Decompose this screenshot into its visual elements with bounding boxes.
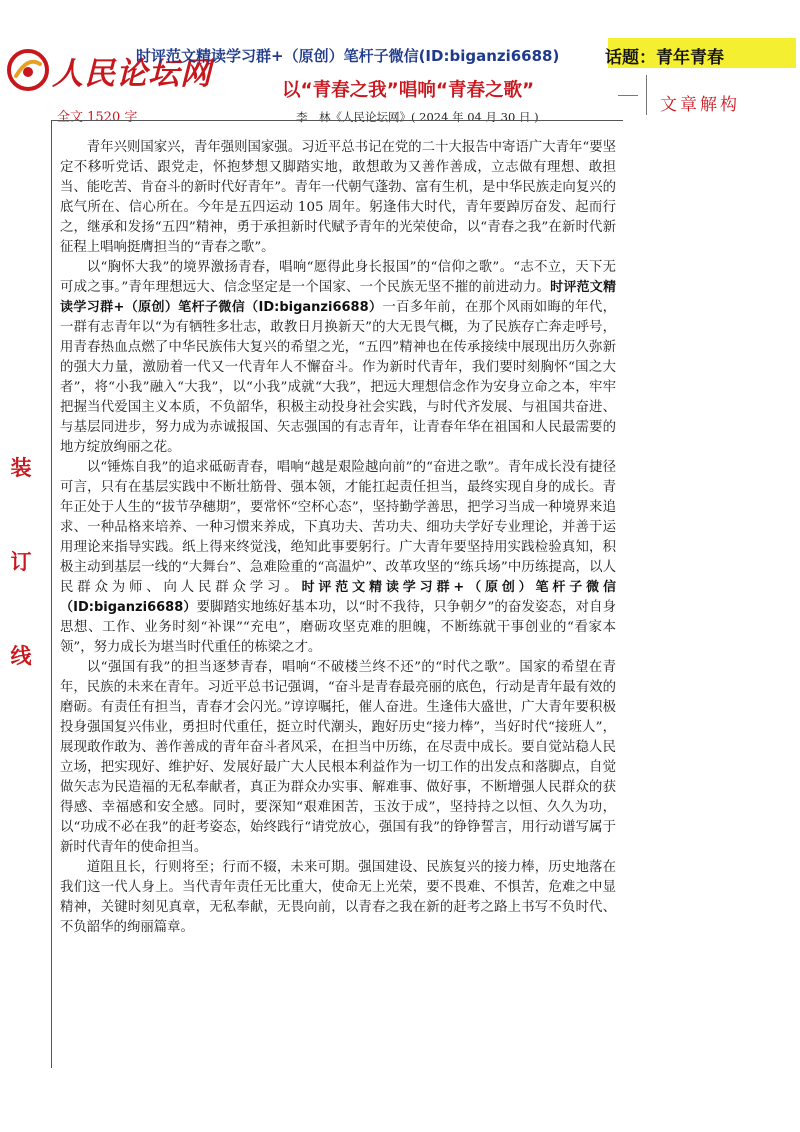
paragraph-text: 以“强国有我”的担当逐梦青春，唱响“不破楼兰终不还”的“时代之歌”。国家的希望在青年，民族的未来在青年。习近平总书记强调，“奋斗是青春最亮丽的底色，行动是青年最有效的磨砺。有责任有担当，青春才会闪光。”谆谆嘱托，催人奋进。生逢伟大盛世，广大青年要积极投身强国复兴伟业，勇担时代重任，挺立时代潮头，跑好历史“接力棒”，当好时代“接班人”，展现敢作敢为、善作善成的青年奋斗者风采，在担当中历练，在尽责中成长。要自觉站稳人民立场，把实现好、维护好、发展好最广大人民根本利益作为一切工作的出发点和落脚点，自觉做矢志为民造福的无私奉献者，真正为群众办实事、解难事、做好事，不断增强人民群众的获得感、幸福感和安全感。同时，要深知“艰难困苦，玉汝于成”，坚持持之以恒、久久为功，以“功成不必在我”的赶考姿态，始终践行“请党放心，强国有我”的铮铮誓言，用行动谱写属于新时代青年的使命担当。 (60, 660, 616, 855)
topic-label: 话题：青年青春 (605, 48, 724, 68)
frame-left-rule (51, 120, 52, 1068)
word-count: 全文 1520 字 (57, 110, 138, 125)
binding-mark: 订 (10, 549, 32, 574)
renminluntan-logo-icon (6, 48, 50, 92)
structure-label: 文章解构 (660, 95, 740, 115)
paragraph-text: 道阻且长，行则将至；行而不辍，未来可期。强国建设、民族复兴的接力棒，历史地落在我们这一代人身上。当代青年责任无比重大，使命无上光荣，要不畏难、不惧苦，危难之中显精神，关键时刻见真章，无私奉献，无畏向前，以青春之我在新的赶考之路上书写不负时代、不负韶华的绚丽篇章。 (60, 860, 616, 935)
paragraph (60, 458, 616, 658)
binding-mark: 装 (10, 455, 32, 480)
divider (618, 95, 638, 96)
article-title: 以“青春之我”唱响“青春之歌” (282, 80, 535, 101)
article-body (60, 138, 616, 938)
logo-text: 人民论坛网 (52, 55, 212, 92)
divider (646, 75, 647, 115)
header-promo: 时评范文精读学习群+（原创）笔杆子微信(ID:biganzi6688) (136, 47, 560, 65)
paragraph-text: 一百多年前，在那个风雨如晦的年代，一群有志青年以“为有牺牲多壮志，敢教日月换新天”的大无畏气概，为了民族存亡奔走呼号，用青春热血点燃了中华民族伟大复兴的希望之光，“五四”精神也在传承接续中展现出历久弥新的强大力量，激励着一代又一代青年人不懈奋斗。作为新时代青年，我们要时刻胸怀“国之大者”，将“小我”融入“大我”，以“小我”成就“大我”，把远大理想信念作为安身立命之本，牢牢把握当代爱国主义本质，不负韶华，积极主动投身社会实践，与时代齐发展、与祖国共奋进、与基层同进步，努力成为赤诚报国、矢志强国的有志青年，让青春年华在祖国和人民最需要的地方绽放绚丽之花。 (60, 300, 616, 455)
paragraph (60, 138, 616, 258)
paragraph (60, 258, 616, 458)
paragraph-text: 青年兴则国家兴，青年强则国家强。习近平总书记在党的二十大报告中寄语广大青年“要坚定不移听党话、跟党走，怀抱梦想又脚踏实地，敢想敢为又善作善成，立志做有理想、敢担当、能吃苦、肯奋斗的新时代好青年”。青年一代朝气蓬勃、富有生机，是中华民族走向复兴的底气所在、信心所在。今年是五四运动 105 周年。躬逢伟大时代，青年要踔厉奋发、起而行之，继承和发扬“五四”精神，勇于承担新时代赋予青年的光荣使命，以“青春之我”在新时代新征程上唱响挺膺担当的“青春之歌”。 (60, 140, 616, 255)
inline-promo: 时评范文精读学习群+（原创）笔杆子微信（ID:biganzi6688） (60, 580, 616, 615)
article-byline: 李 林《人民论坛网》( 2024 年 04 月 30 日 ) (296, 110, 539, 124)
inline-promo: 时评范文精读学习群+（原创）笔杆子微信（ID:biganzi6688） (60, 280, 616, 315)
paragraph-text: 以“胸怀大我”的境界激扬青春，唱响“愿得此身长报国”的“信仰之歌”。“志不立，天下无可成之事。”青年理想远大、信念坚定是一个国家、一个民族无坚不摧的前进动力。 (60, 260, 616, 295)
paragraph-text: 以“锤炼自我”的追求砥砺青春，唱响“越是艰险越向前”的“奋进之歌”。青年成长没有捷径可言，只有在基层实践中不断壮筋骨、强本领，才能扛起责任担当，最终实现自身的成长。青年正处于人生的“拔节孕穗期”，要常怀“空杯心态”，坚持勤学善思，把学习当成一种境界来追求、一种品格来培养、一种习惯来养成，下真功夫、苦功夫、细功夫学好专业理论，并善于运用理论来指导实践。纸上得来终觉浅，绝知此事要躬行。广大青年要坚持用实践检验真知，积极主动到基层一线的“大舞台”、急难险重的“高温炉”、改革攻坚的“练兵场”中历练提高，以人民群众为师、向人民群众学习。 (60, 460, 616, 595)
binding-mark: 线 (10, 643, 32, 668)
paragraph (60, 658, 616, 858)
paragraph (60, 858, 616, 938)
frame-top-rule (51, 120, 623, 121)
paragraph-text: 要脚踏实地练好基本功，以“时不我待，只争朝夕”的奋发姿态，对自身思想、工作、业务时刻“补课”“充电”，磨砺攻坚克难的胆魄，不断练就干事创业的“看家本领”，努力成长为堪当时代重任的栋梁之才。 (60, 600, 616, 655)
